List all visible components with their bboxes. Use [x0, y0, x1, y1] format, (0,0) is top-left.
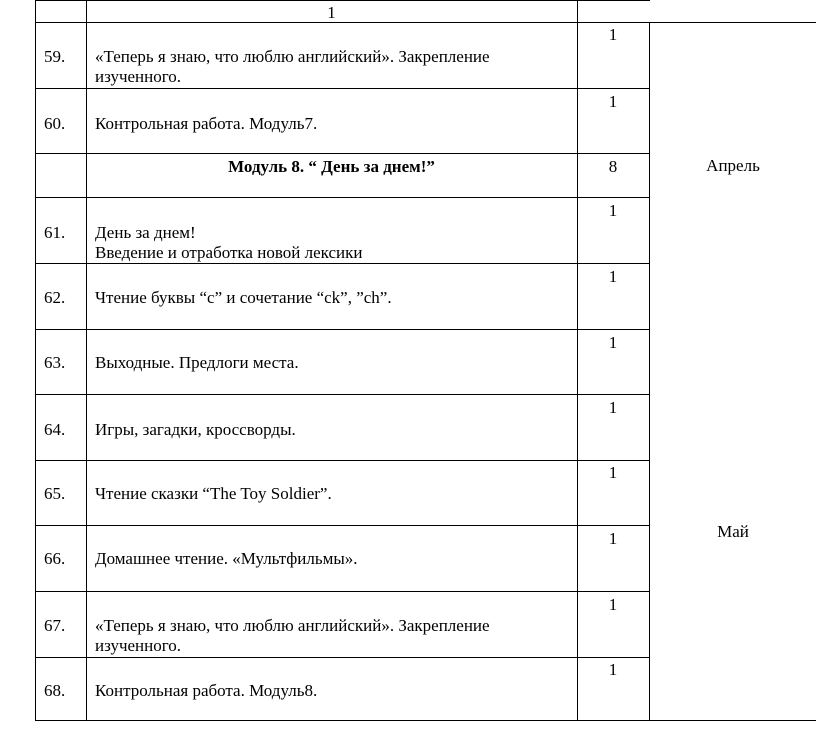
col-border — [649, 22, 650, 721]
module-hours: 8 — [608, 157, 618, 176]
hours-cell: 1 — [608, 267, 618, 286]
row-border — [35, 197, 650, 198]
topic-line-1: Чтение буквы “c” и сочетание “ck”, ”ch”. — [95, 288, 392, 307]
topic-line-1: Игры, загадки, кроссворды. — [95, 420, 296, 439]
row-num: 65. — [44, 484, 66, 503]
row-num: 64. — [44, 420, 66, 439]
row-border — [35, 657, 650, 658]
row-border — [35, 88, 650, 89]
hours-cell: 1 — [608, 333, 618, 352]
row-num: 63. — [44, 353, 66, 372]
row-border — [35, 153, 650, 154]
row-border — [35, 591, 650, 592]
col-border — [86, 0, 87, 721]
row-border — [35, 525, 650, 526]
topic-line-1: «Теперь я знаю, что люблю английский». Закрепление — [95, 616, 490, 635]
header-col-label: 1 — [327, 3, 336, 22]
row-num: 60. — [44, 114, 66, 133]
hours-cell: 1 — [608, 463, 618, 482]
hours-cell: 1 — [608, 92, 618, 111]
row-border — [35, 329, 650, 330]
row-border — [35, 460, 650, 461]
hours-cell: 1 — [608, 529, 618, 548]
hours-cell: 1 — [608, 660, 618, 679]
month-april: Апрель — [706, 156, 760, 175]
topic-line-1: Домашнее чтение. «Мультфильмы». — [95, 549, 358, 568]
topic-line-1: «Теперь я знаю, что люблю английский». Закрепление — [95, 47, 490, 66]
topic-line-1: Чтение сказки “The Toy Soldier”. — [95, 484, 332, 503]
row-border — [35, 394, 650, 395]
hours-cell: 1 — [608, 201, 618, 220]
hours-cell: 1 — [608, 398, 618, 417]
hours-cell: 1 — [608, 25, 618, 44]
row-num: 61. — [44, 223, 66, 242]
hours-cell: 1 — [608, 595, 618, 614]
row-num: 62. — [44, 288, 66, 307]
table-top-border — [35, 0, 650, 1]
table-bottom-border — [35, 720, 816, 721]
topic-line-1: Контрольная работа. Модуль8. — [95, 681, 318, 700]
row-num: 66. — [44, 549, 66, 568]
row-border — [35, 263, 650, 264]
topic-line-2: изученного. — [95, 636, 182, 655]
col-border — [35, 0, 36, 721]
row-num: 68. — [44, 681, 66, 700]
topic-line-2: Введение и отработка новой лексики — [95, 243, 363, 262]
topic-line-2: изученного. — [95, 67, 182, 86]
month-may: Май — [717, 522, 749, 541]
topic-line-1: Выходные. Предлоги места. — [95, 353, 299, 372]
row-num: 67. — [44, 616, 66, 635]
row-num: 59. — [44, 47, 66, 66]
topic-line-1: Контрольная работа. Модуль7. — [95, 114, 318, 133]
module-title: Модуль 8. “ День за днем!” — [228, 157, 435, 176]
topic-line-1: День за днем! — [95, 223, 196, 242]
